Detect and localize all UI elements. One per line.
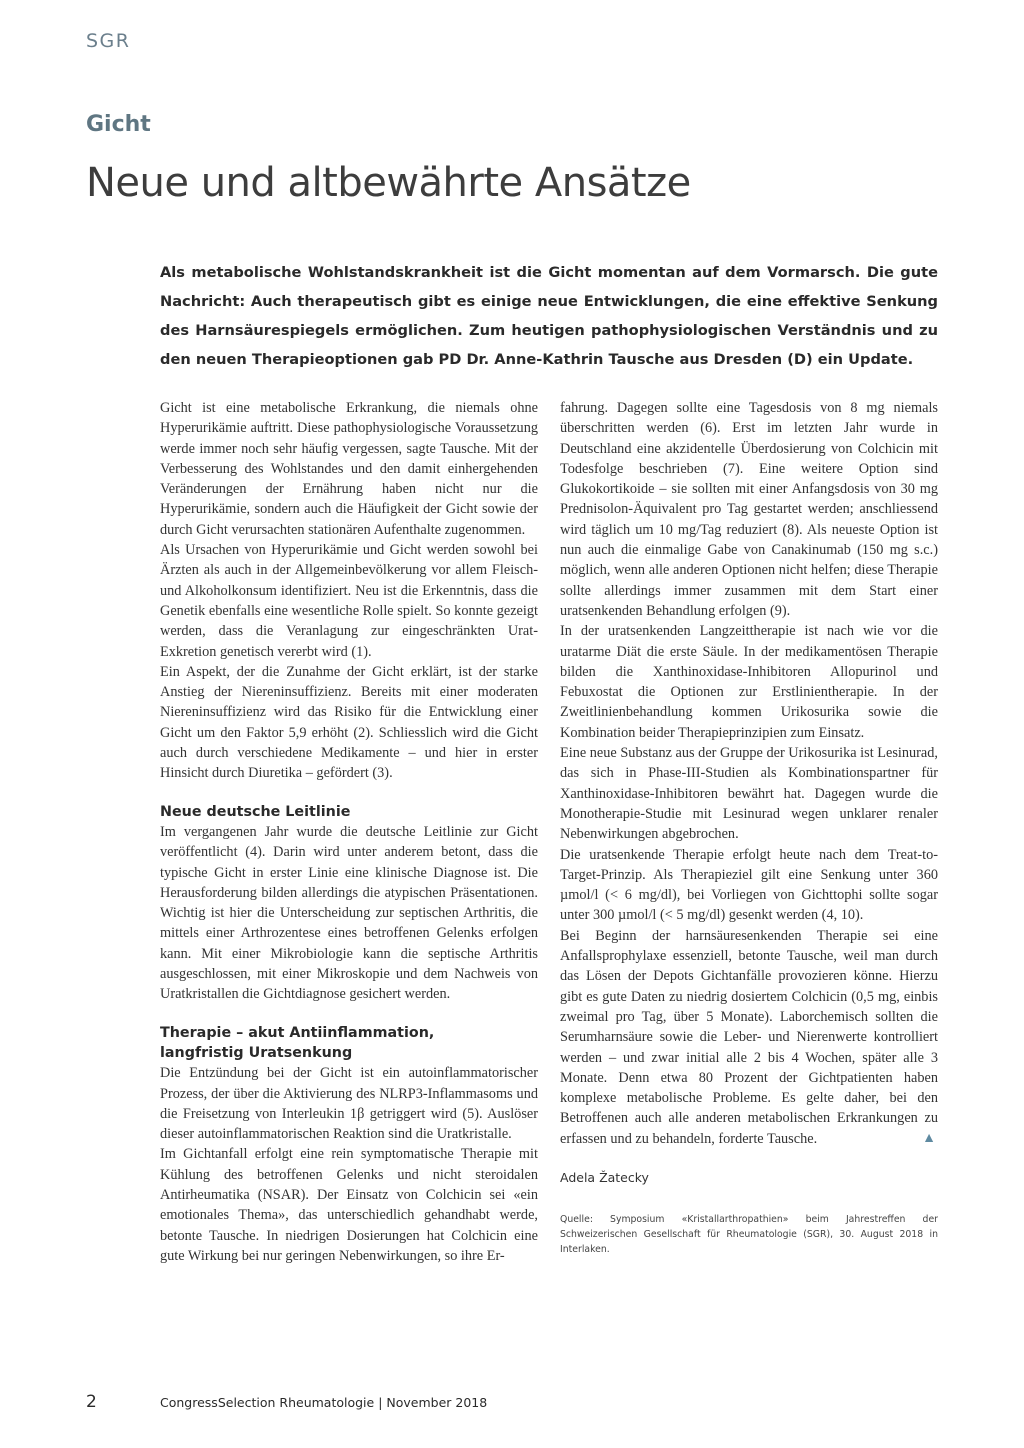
paragraph: Im vergangenen Jahr wurde die deutsche Leitlinie zur Gicht veröffentlicht (4). Darin wird unter anderem betont, dass die typische Gicht in erster Linie eine klinische Diagnose ist. Die Herausforderung bilden allerdings die atypischen Präsentationen. Wichtig ist hier die Unterscheidung zur septischen Arthritis, die mittels einer Arthrozentese eines betroffenen Gelenks erfolgen kann. Mit einer Mikrobiologie kann die septische Arthritis ausgeschlossen, mit einer Mikroskopie und dem Nachweis von Uratkristallen die Gichtdiagnose gesichert werden.	[160, 823, 538, 1003]
right-column	[560, 398, 938, 1257]
paragraph: Die Entzündung bei der Gicht ist ein autoinflammatorischer Prozess, der über die Aktivierung des NLRP3-Inflammasoms und die Freisetzung von Interleukin 1β getriggert wird (5). Auslöser dieser autoinflammatorischen Reaktion sind die Uratkristalle.	[160, 1065, 538, 1143]
paragraph-text: Bei Beginn der harnsäuresenkenden Therapie sei eine Anfallsprophylaxe essenziell, betonte Tausche, weil man durch das Lösen der Depots Gichtanfälle provozieren könne. Hierzu gibt es gute Daten zu niedrig dosiertem Colchicin (0,5 mg, einbis zweimal pro Tag, über 5 Monate). Laborchemisch sollten die Serumharnsäure sowie die Leber- und Nierenwerte kontrolliert werden – und zwar initial alle 2 bis 4 Wochen, später alle 3 Monate. Denn etwa 80 Prozent der Gichtpatienten haben komplexe metabolische Probleme. Es gelte daher, bei den Betroffenen auch alle anderen metabolischen Erkrankungen zu erfassen und zu behandeln, forderte Tausche.	[560, 927, 938, 1147]
paragraph: In der uratsenkenden Langzeittherapie ist nach wie vor die uratarme Diät die erste Säule. In der medikamentösen Therapie bilden die Xanthinoxidase-Inhibitoren Allopurinol und Febuxostat die Optionen zur Erstlinientherapie. In der Zweitlinienbehandlung kommen Urikosurika sowie die Kombination beider Therapieprinzipien zum Einsatz.	[560, 623, 938, 741]
section-tag: SGR	[86, 30, 131, 52]
paragraph: Gicht ist eine metabolische Erkrankung, die niemals ohne Hyperurikämie auftritt. Diese pathophysiologische Voraussetzung werde immer noch sehr häufig vergessen, sagte Tausche. Mit der Verbesserung des Wohlstandes und den damit einhergehenden Veränderungen der Ernährung haben nicht nur die Hyperurikämie, sondern auch die Häufigkeit der Gicht sowie der durch Gicht verursachten stationären Aufenthalte zugenommen.	[160, 400, 538, 538]
paragraph: Im Gichtanfall erfolgt eine rein symptomatische Therapie mit Kühlung des betroffenen Gelenks und nicht steroidalen Antirheumatika (NSAR). Der Einsatz von Colchicin sei «ein emotionales Thema», das unterschiedlich gehandhabt werde, betonte Tausche. In niedrigen Dosierungen hat Colchicin eine gute Wirkung bei nur geringen Nebenwirkungen, so ihre Er-	[160, 1146, 538, 1264]
source-note: Quelle: Symposium «Kristallarthropathien» beim Jahrestreffen der Schweizerischen Gesellschaft für Rheumatologie (SGR), 30. August 2018 in Interlaken.	[560, 1214, 938, 1256]
paragraph: Ein Aspekt, der die Zunahme der Gicht erklärt, ist der starke Anstieg der Niereninsuffizienz. Bereits mit einer moderaten Niereninsuffizienz wird das Risiko für die Entwicklung einer Gicht um den Faktor 5,9 erhöht (2). Schliesslich wird die Gicht auch durch verschiedene Medikamente – und hier in erster Hinsicht durch Diuretika – gefördert (3).	[160, 663, 538, 782]
publication-footer: CongressSelection Rheumatologie | November 2018	[160, 1395, 488, 1410]
section-heading-line: langfristig Uratsenkung	[160, 1044, 353, 1061]
article-kicker: Gicht	[86, 112, 151, 137]
paragraph: Als Ursachen von Hyperurikämie und Gicht werden sowohl bei Ärzten als auch in der Allgemeinbevölkerung vor allem Fleisch- und Alkoholkonsum identifiziert. Neu ist die Erkenntnis, dass die Genetik ebenfalls eine wesentliche Rolle spielt. So konnte gezeigt werden, dass die Veranlagung zur eingeschränkten Urat-Exkretion genetisch vererbt wird (1).	[160, 542, 538, 660]
left-column	[160, 398, 538, 1266]
paragraph	[560, 926, 938, 1149]
section-heading: Neue deutsche Leitlinie	[160, 803, 351, 820]
end-of-article-triangle-icon: ▲	[922, 1130, 936, 1146]
paragraph: Eine neue Substanz aus der Gruppe der Urikosurika ist Lesinurad, das sich in Phase-III-Studien als Kombinationspartner für Xanthinoxidase-Inhibitoren bewährt hat. Dagegen wurde die Monotherapie-Studie mit Lesinurad wegen unklarer renaler Nebenwirkungen abgebrochen.	[560, 745, 938, 843]
paragraph: fahrung. Dagegen sollte eine Tagesdosis von 8 mg niemals überschritten werden (6). Erst im letzten Jahr wurde in Deutschland eine akzidentelle Überdosierung von Colchicin mit Todesfolge beschrieben (7). Eine weitere Option sind Glukokortikoide – sie sollten mit einer Anfangsdosis von 30 mg Prednisolon-Äquivalent pro Tag gestartet werden; anschliessend wird täglich um 10 mg/Tag reduziert (8). Als neueste Option ist nun auch die einmalige Gabe von Canakinumab (150 mg s.c.) möglich, wenn alle anderen Optionen nicht helfen; diese Therapie sollte allerdings immer zusammen mit dem Start einer uratsenkenden Behandlung erfolgen (9).	[560, 400, 938, 619]
author-name: Adela Žatecky	[560, 1169, 649, 1185]
page-number: 2	[86, 1392, 97, 1412]
article-headline: Neue und altbewährte Ansätze	[86, 160, 691, 206]
article-lead: Als metabolische Wohlstandskrankheit ist die Gicht momentan auf dem Vormarsch. Die gute Nachricht: Auch therapeutisch gibt es einige neue Entwicklungen, die eine effektive Senkung des Harnsäurespiegels ermöglichen. Zum heutigen pathophysiologischen Verständnis und zu den neuen Therapieoptionen gab PD Dr. Anne-Kathrin Tausche aus Dresden (D) ein Update.	[160, 264, 938, 368]
section-heading-line: Therapie – akut Antiinflammation,	[160, 1024, 435, 1041]
section-heading	[160, 1023, 538, 1064]
paragraph: Die uratsenkende Therapie erfolgt heute nach dem Treat-to-Target-Prinzip. Als Therapieziel gilt eine Senkung unter 360 µmol/l (< 6 mg/dl), bei Vorliegen von Gichttophi sollte sogar unter 300 µmol/l (< 5 mg/dl) gesenkt werden (4, 10).	[560, 846, 938, 924]
